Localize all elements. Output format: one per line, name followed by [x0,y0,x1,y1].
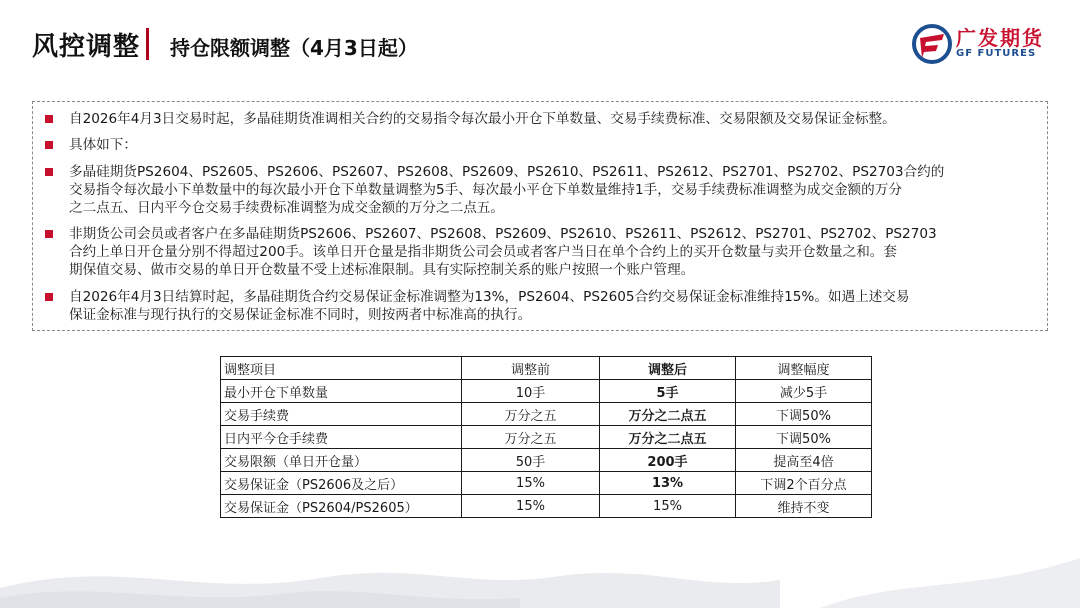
table-cell: 提高至4倍 [736,449,872,472]
table-cell: 交易保证金（PS2604/PS2605） [221,495,462,518]
table-header-cell: 调整后 [600,357,736,380]
table-cell: 最小开仓下单数量 [221,380,462,403]
table-cell: 交易限额（单日开仓量） [221,449,462,472]
table-header-cell: 调整前 [462,357,600,380]
ink-brush-decoration [0,518,1080,608]
bullet-line: 具体如下： [69,137,137,153]
bullet-item [69,225,1059,279]
bullet-line: 之二点五、日内平今仓交易手续费标准调整为成交金额的万分之二点五。 [69,200,504,216]
table-cell: 10手 [462,380,600,403]
slide-header [0,0,1080,72]
red-square-bullet-icon [45,230,53,238]
title-divider [146,28,149,60]
table-cell: 万分之五 [462,426,600,449]
page-title: 持仓限额调整（4月3日起） [170,36,418,60]
bullet-item [69,288,1059,324]
table-cell: 15% [600,495,736,518]
table-cell: 交易保证金（PS2606及之后） [221,472,462,495]
bullet-item [69,136,1059,154]
table-header-row [221,357,872,380]
table-cell: 交易手续费 [221,403,462,426]
table-cell: 下调50% [736,426,872,449]
bullet-line: 自2026年4月3日交易时起，多晶硅期货准调相关合约的交易指令每次最小开仓下单数量、交易手续费标准、交易限额及交易保证金标整。 [69,111,896,127]
bullet-line: 非期货公司会员或者客户在多晶硅期货PS2606、PS2607、PS2608、PS2609、PS2610、PS2611、PS2612、PS2701、PS2702、PS2703 [69,226,937,242]
table-header-cell: 调整项目 [221,357,462,380]
table-row [221,380,872,403]
bullet-line: 交易指令每次最小下单数量中的每次最小开仓下单数量调整为5手、每次最小平仓下单数量维持1手，交易手续费标准调整为成交金额的万分 [69,182,902,198]
red-square-bullet-icon [45,141,53,149]
table-cell: 万分之五 [462,403,600,426]
bullet-item [69,163,1059,217]
table-cell: 万分之二点五 [600,403,736,426]
table-cell: 日内平今仓手续费 [221,426,462,449]
bullet-line: 自2026年4月3日结算时起，多晶硅期货合约交易保证金标准调整为13%，PS2604、PS2605合约交易保证金标准维持15%。如遇上述交易 [69,289,910,305]
table-cell: 维持不变 [736,495,872,518]
table-row [221,426,872,449]
bullet-line: 期保值交易、做市交易的单日开仓数量不受上述标准限制。具有实际控制关系的账户按照一个账户管理。 [69,262,695,278]
table-cell: 5手 [600,380,736,403]
section-title: 风控调整 [32,32,141,62]
bullet-item [69,110,1059,128]
table-cell: 减少5手 [736,380,872,403]
red-square-bullet-icon [45,115,53,123]
bullet-list-box [32,101,1048,331]
table-cell: 15% [462,472,600,495]
table-header-cell: 调整幅度 [736,357,872,380]
table-row [221,449,872,472]
red-square-bullet-icon [45,168,53,176]
logo-text-en: GF FUTURES [956,48,1037,59]
bullet-line: 合约上单日开仓量分别不得超过200手。该单日开仓量是指非期货公司会员或者客户当日在单个合约上的买开仓数量与卖开仓数量之和。套 [69,244,897,260]
adjustment-table [220,356,872,518]
table-cell: 万分之二点五 [600,426,736,449]
table-cell: 13% [600,472,736,495]
table-cell: 下调2个百分点 [736,472,872,495]
logo-text-cn: 广发期货 [956,26,1044,50]
table-cell: 15% [462,495,600,518]
gf-futures-logo [912,22,1052,66]
table-row [221,472,872,495]
table-cell: 50手 [462,449,600,472]
table-row [221,403,872,426]
bullet-line: 多晶硅期货PS2604、PS2605、PS2606、PS2607、PS2608、PS2609、PS2610、PS2611、PS2612、PS2701、PS2702、PS2703合约的 [69,164,945,180]
red-square-bullet-icon [45,293,53,301]
table-cell: 200手 [600,449,736,472]
table-cell: 下调50% [736,403,872,426]
table-row [221,495,872,518]
bullet-line: 保证金标准与现行执行的交易保证金标准不同时，则按两者中标准高的执行。 [69,307,532,323]
gf-logo-icon [912,24,952,64]
